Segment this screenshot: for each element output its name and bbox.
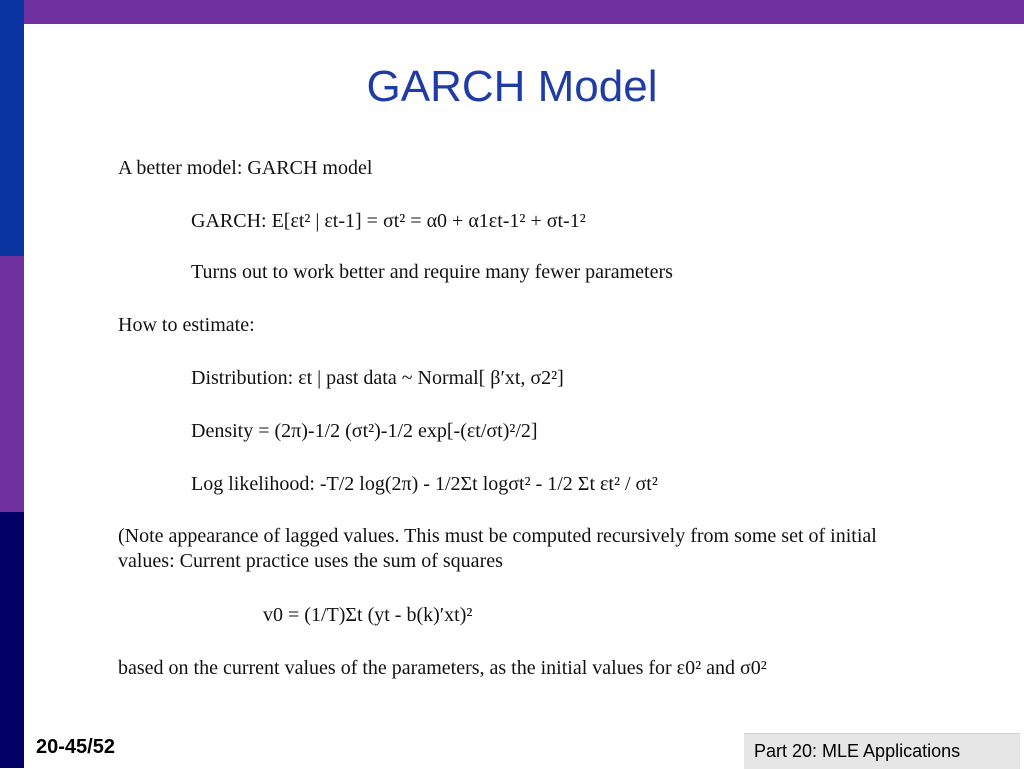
note-line-2: values: Current practice uses the sum of squares xyxy=(118,550,503,572)
note-line-1: (Note appearance of lagged values. This must be computed recursively from some set of initial xyxy=(118,525,877,547)
density-line: Density = (2π)-1/2 (σt²)-1/2 exp[-(εt/σt)²/2] xyxy=(191,420,538,442)
garch-note: Turns out to work better and require many fewer parameters xyxy=(191,261,673,283)
log-likelihood-line: Log likelihood: -T/2 log(2π) - 1/2Σt logσt² - 1/2 Σt εt² / σt² xyxy=(191,473,658,495)
initial-values-line: based on the current values of the parameters, as the initial values for ε0² and σ0² xyxy=(118,657,767,679)
intro-line: A better model: GARCH model xyxy=(118,157,373,179)
footer-label: Part 20: MLE Applications xyxy=(754,741,961,761)
footer-label-box xyxy=(744,733,1020,769)
side-accent-bar-middle xyxy=(0,256,24,512)
v0-equation: v0 = (1/T)Σt (yt - b(k)′xt)² xyxy=(263,604,473,626)
top-accent-bar xyxy=(0,0,1024,24)
estimate-heading: How to estimate: xyxy=(118,314,255,336)
distribution-line: Distribution: εt | past data ~ Normal[ β′xt, σ2²] xyxy=(191,367,564,389)
garch-equation: GARCH: E[εt² | εt-1] = σt² = α0 + α1εt-1² + σt-1² xyxy=(191,210,586,232)
page-number: 20-45/52 xyxy=(36,736,115,758)
side-accent-bar-bottom xyxy=(0,512,24,768)
side-accent-bar-top xyxy=(0,0,24,256)
slide-title: GARCH Model xyxy=(366,62,658,111)
